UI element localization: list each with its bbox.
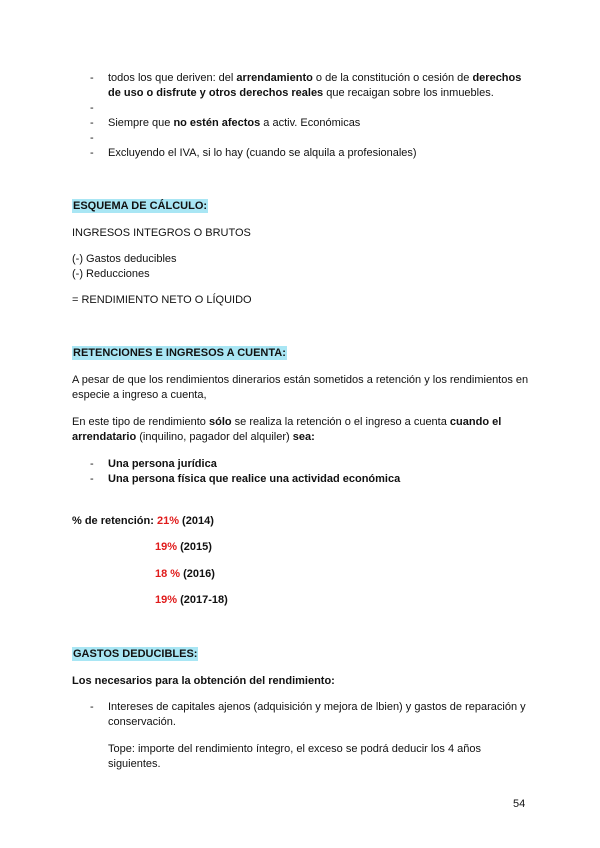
retention-rate-2017-18: 19% (2017-18) <box>155 594 228 606</box>
section-heading-gastos: GASTOS DEDUCIBLES: <box>73 648 198 660</box>
esquema-line: (-) Reducciones <box>72 268 150 280</box>
retenciones-para1: A pesar de que los rendimientos dinerarios están sometidos a retención y los rendimientos en especie a ingreso a cuenta, <box>72 374 529 401</box>
bullet-dash: - <box>90 117 94 129</box>
bullet-afectos: Siempre que no estén afectos a activ. Económicas <box>108 117 361 129</box>
esquema-line: INGRESOS INTEGROS O BRUTOS <box>72 227 251 239</box>
gastos-tope: Tope: importe del rendimiento íntegro, el exceso se podrá deducir los 4 años siguientes. <box>108 743 481 770</box>
bullet-dash: - <box>90 72 94 84</box>
esquema-line: (-) Gastos deducibles <box>72 253 177 265</box>
section-heading-retenciones: RETENCIONES E INGRESOS A CUENTA: <box>73 347 286 359</box>
bullet-persona-fisica: Una persona física que realice una actividad económica <box>108 473 401 485</box>
bullet-dash: - <box>90 458 94 470</box>
bullet-dash: - <box>90 102 94 114</box>
retention-rate-2015: 19% (2015) <box>155 541 212 553</box>
bullet-dash: - <box>90 473 94 485</box>
retention-rate-2016: 18 % (2016) <box>155 568 215 580</box>
bullet-dash: - <box>90 147 94 159</box>
retention-rate-2014: % de retención: 21% (2014) <box>72 515 214 527</box>
bullet-iva: Excluyendo el IVA, si lo hay (cuando se alquila a profesionales) <box>108 147 417 159</box>
bullet-arrendamiento: todos los que deriven: del arrendamiento o de la constitución o cesión de derechos de uso o disfrute y otros derechos reales que recaigan sobre los inmuebles. <box>108 72 522 99</box>
bullet-dash: - <box>90 701 94 713</box>
page-number: 54 <box>513 798 526 810</box>
bullet-persona-juridica: Una persona jurídica <box>108 458 217 470</box>
bullet-dash: - <box>90 132 94 144</box>
retenciones-para2: En este tipo de rendimiento sólo se realiza la retención o el ingreso a cuenta cuando el arrendatario (inquilino, pagador del alquiler) sea: <box>72 416 502 443</box>
section-heading-esquema: ESQUEMA DE CÁLCULO: <box>73 200 208 212</box>
esquema-line: = RENDIMIENTO NETO O LÍQUIDO <box>72 294 252 306</box>
gastos-subheading: Los necesarios para la obtención del rendimiento: <box>72 675 335 687</box>
bullet-intereses: Intereses de capitales ajenos (adquisición y mejora de lbien) y gastos de reparación y conservación. <box>108 701 526 728</box>
